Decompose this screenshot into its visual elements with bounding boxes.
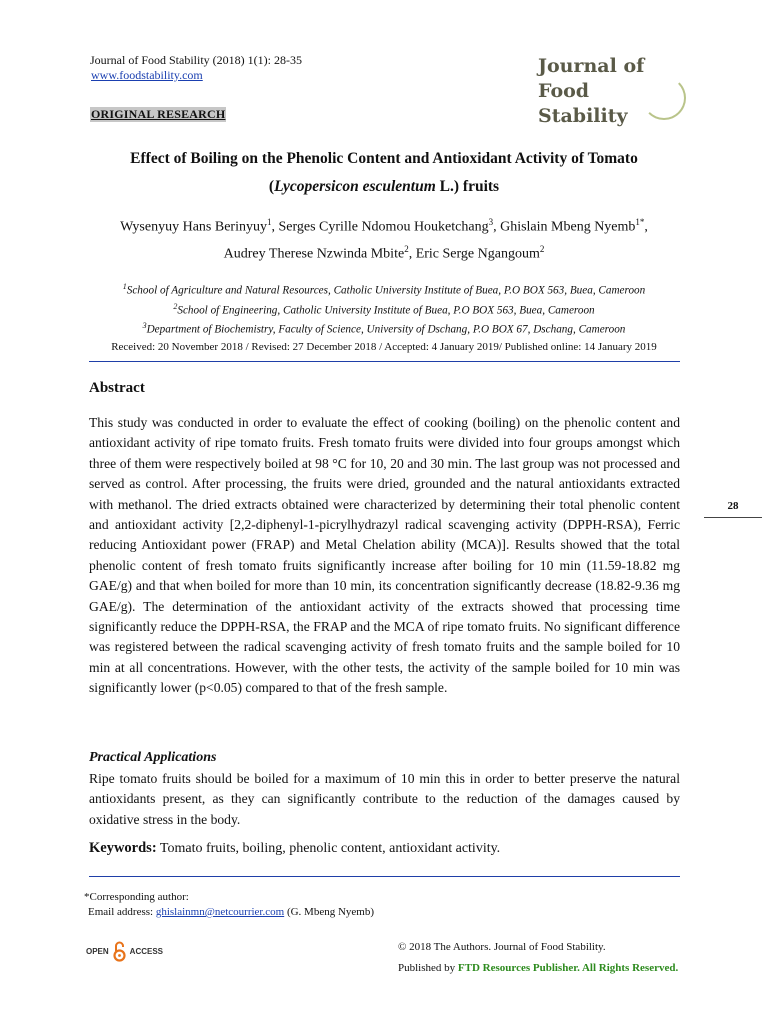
practical-applications-text: Ripe tomato fruits should be boiled for a maximum of 10 min this in order to better preserve the natural antioxidants present, as they can significantly contribute to the reduction of the damages caused by oxidative stress in the body. xyxy=(89,771,680,827)
publisher-name: FTD Resources Publisher. All Rights Reserved. xyxy=(457,962,679,974)
abstract-heading: Abstract xyxy=(89,380,145,396)
author-sep: , xyxy=(408,246,416,262)
open-lock-icon xyxy=(113,940,126,962)
authors-line1 xyxy=(60,217,708,236)
published-by: Published by xyxy=(398,962,458,974)
website-text[interactable]: www.foodstability.com xyxy=(91,68,203,82)
publisher-line xyxy=(398,962,678,974)
affiliation-sup: 3 xyxy=(142,321,147,331)
logo-line2: Food Stability xyxy=(538,80,628,127)
title-rest: L.) fruits xyxy=(435,178,500,195)
author-sup: 2 xyxy=(404,244,409,254)
journal-citation: Journal of Food Stability (2018) 1(1): 28-35 xyxy=(90,53,302,67)
page-number-rule xyxy=(704,517,762,518)
journal-logo xyxy=(530,54,680,127)
keywords-label: Keywords: xyxy=(89,840,157,856)
author-sep: , xyxy=(271,219,279,235)
title-species: Lycopersicon esculentum xyxy=(274,178,436,195)
title-paren: ( xyxy=(268,178,275,195)
logo-line1: Journal of xyxy=(538,55,645,77)
email-link[interactable]: ghislainmn@netcourrier.com xyxy=(155,906,285,918)
author-sup: 2 xyxy=(539,244,545,254)
author-name: Ghislain Mbeng Nyemb xyxy=(500,219,636,235)
header-divider xyxy=(89,361,680,362)
author-name: Eric Serge Ngangoum xyxy=(415,246,540,262)
email-suffix: (G. Mbeng Nyemb) xyxy=(284,906,375,918)
affiliation-item xyxy=(60,279,708,299)
affiliation-text: Department of Biochemistry, Faculty of Science, University of Dschang, P.O BOX 67, Dschang, Cameroon xyxy=(146,324,626,337)
article-title-line1: Effect of Boiling on the Phenolic Content and Antioxidant Activity of Tomato xyxy=(130,150,638,167)
footer-divider xyxy=(89,876,680,877)
author-sup: 3 xyxy=(488,217,494,227)
oa-left-text: OPEN xyxy=(86,946,109,956)
authors-line2 xyxy=(60,244,708,263)
journal-website-link[interactable] xyxy=(91,68,203,83)
page-number: 28 xyxy=(727,500,739,512)
open-access-badge xyxy=(86,938,163,964)
abstract-text: This study was conducted in order to evaluate the effect of cooking (boiling) on the phenolic content and antioxidant activity of ripe tomato fruits. Fresh tomato fruits were divided into four groups amongst which three of them were respectively boiled at 98 °C for 10, 20 and 30 min. The last group was not processed and served as control. After processing, the fruits were dried, grounded and the natural antioxidants extracted with methanol. The dried extracts obtained were characterized by determining their total phenolic content and antioxidant activity [2,2-diphenyl-1-picrylhydrazyl radical scavenging activity (DPPH-RSA), Ferric reducing Antioxidant power (FRAP) and Metal Chelation ability (MCA)]. Results showed that the total phenolic content of fresh tomato fruits significantly increase after boiling for 10 min (11.59-18.82 mg GAE/g) and that when boiled for more than 10 min, its concentration significantly decrease (18.82-9.36 mg GAE/g). The determination of the antioxidant activity of the extracts showed that processing time significantly reduce the DPPH-RSA, the FRAP and the MCA of ripe tomato fruits. No significant difference was registered between the radical scavenging activity of fresh tomato fruits and the sample boiled for 10 min at all concentrations. However, with the other tests, the activity of the sample boiled for 10 min was significantly lower (p<0.05) compared to that of the fresh sample. xyxy=(89,415,680,696)
email-label: Email address: xyxy=(88,906,156,918)
copyright-notice: © 2018 The Authors. Journal of Food Stability. xyxy=(398,941,606,953)
affiliations xyxy=(60,279,708,338)
article-title-line2 xyxy=(60,178,708,196)
author-sup: 1 xyxy=(266,217,272,227)
logo-arc-icon xyxy=(642,76,686,120)
affiliation-sup: 1 xyxy=(122,282,127,291)
affiliation-sup: 2 xyxy=(173,301,178,311)
publication-dates: Received: 20 November 2018 / Revised: 27 December 2018 / Accepted: 4 January 2019/ Published online: 14 January 2019 xyxy=(111,341,657,353)
keywords xyxy=(89,840,500,857)
affiliation-text: School of Engineering, Catholic University Institute of Buea, P.O BOX 563, Buea, Cameroon xyxy=(177,304,595,317)
author-sup: 1* xyxy=(635,217,645,227)
corresponding-author-label: *Corresponding author: xyxy=(84,891,189,903)
affiliation-text: School of Agriculture and Natural Resources, Catholic University Institute of Buea, P.O BOX 563, Buea, Cameroon xyxy=(126,284,646,297)
affiliation-item xyxy=(60,299,708,319)
keywords-text: Tomato fruits, boiling, phenolic content, antioxidant activity. xyxy=(156,841,501,856)
author-sep: , xyxy=(644,219,648,235)
oa-right-text: ACCESS xyxy=(129,946,164,956)
author-name: Wysenyuy Hans Berinyuy xyxy=(120,219,267,235)
author-name: Audrey Therese Nzwinda Mbite xyxy=(223,246,405,262)
corresponding-email xyxy=(88,906,374,918)
author-sep: , xyxy=(493,219,501,235)
affiliation-item xyxy=(60,318,708,338)
practical-applications-heading: Practical Applications xyxy=(89,750,217,765)
author-name: Serges Cyrille Ndomou Houketchang xyxy=(278,219,489,235)
section-label: ORIGINAL RESEARCH xyxy=(91,107,226,121)
